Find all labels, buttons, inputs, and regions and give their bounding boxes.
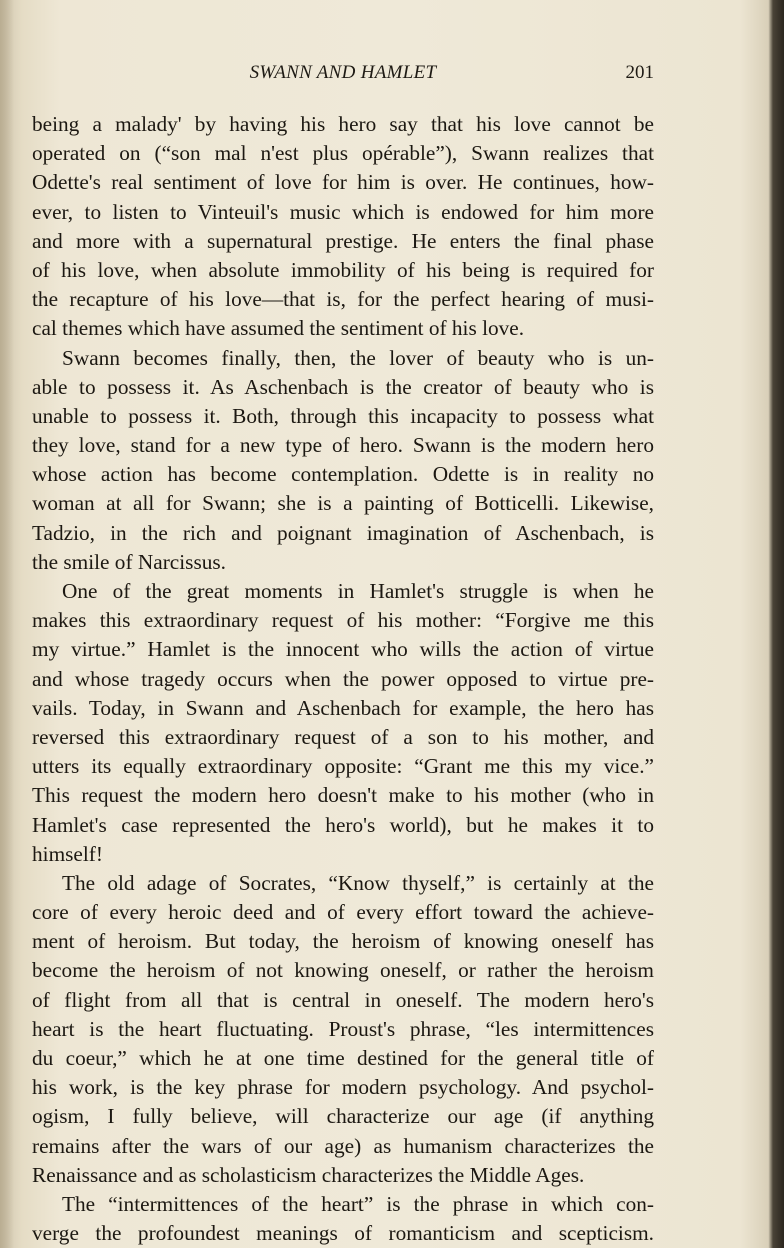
page-number: 201	[625, 62, 654, 83]
text-line: Renaissance and as scholasticism characterizes the Middle Ages.	[32, 1162, 585, 1187]
text-line: vails. Today, in Swann and Aschenbach for example, the hero has	[32, 695, 654, 720]
text-line: utters its equally extraordinary opposite: “Grant me this my vice.”	[32, 754, 654, 779]
text-line: whose action has become contemplation. Odette is in reality no	[32, 462, 654, 487]
text-line: of flight from all that is central in oneself. The modern hero's	[32, 987, 654, 1012]
text-line: operated on (“son mal n'est plus opérable”), Swann realizes that	[32, 141, 654, 166]
body-text	[32, 110, 654, 1248]
text-line: du coeur,” which he at one time destined for the general title of	[32, 1046, 654, 1070]
text-line: being a malady' by having his hero say that his love cannot be	[32, 112, 654, 136]
text-line: One of the great moments in Hamlet's struggle is when he	[62, 579, 654, 603]
text-line: Odette's real sentiment of love for him is over. He continues, how-	[32, 170, 654, 195]
text-line: woman at all for Swann; she is a painting of Botticelli. Likewise,	[32, 491, 654, 516]
text-line: verge the profoundest meanings of romanticism and scepticism.	[32, 1221, 654, 1246]
text-line: able to possess it. As Aschenbach is the creator of beauty who is	[32, 374, 654, 399]
text-line: The “intermittences of the heart” is the phrase in which con-	[62, 1191, 654, 1216]
text-line: of his love, when absolute immobility of his being is required for	[32, 257, 654, 282]
text-line: ever, to listen to Vinteuil's music which is endowed for him more	[32, 199, 654, 224]
text-line: my virtue.” Hamlet is the innocent who wills the action of virtue	[32, 637, 654, 662]
text-line: The old adage of Socrates, “Know thyself,” is certainly at the	[62, 870, 654, 895]
text-line: makes this extraordinary request of his mother: “Forgive me this	[32, 608, 654, 633]
text-line: the recapture of his love—that is, for the perfect hearing of musi-	[32, 287, 654, 312]
text-line: they love, stand for a new type of hero. Swann is the modern hero	[32, 433, 654, 458]
text-line: ment of heroism. But today, the heroism of knowing oneself has	[32, 929, 654, 954]
text-line: Tadzio, in the rich and poignant imagination of Aschenbach, is	[32, 520, 654, 545]
running-head-title: SWANN AND HAMLET	[249, 62, 437, 83]
text-line: and whose tragedy occurs when the power opposed to virtue pre-	[32, 666, 654, 691]
text-line: remains after the wars of our age) as humanism characterizes the	[32, 1133, 654, 1158]
running-head	[30, 62, 656, 90]
text-line: heart is the heart fluctuating. Proust's phrase, “les intermittences	[32, 1016, 654, 1041]
page-edge-shadow	[768, 0, 784, 1248]
text-line: Swann becomes finally, then, the lover of beauty who is un-	[62, 345, 654, 370]
text-line: the smile of Narcissus.	[32, 549, 227, 574]
text-line: become the heroism of not knowing oneself, or rather the heroism	[32, 958, 654, 983]
text-line: and more with a supernatural prestige. He enters the final phase	[32, 228, 654, 253]
text-line: Hamlet's case represented the hero's world), but he makes it to	[32, 812, 654, 837]
page-gutter-shadow	[0, 0, 14, 1248]
text-line: core of every heroic deed and of every effort toward the achieve-	[32, 900, 654, 925]
text-line: his work, is the key phrase for modern psychology. And psychol-	[32, 1075, 654, 1100]
text-line: ogism, I fully believe, will characterize our age (if anything	[32, 1104, 654, 1129]
text-line: cal themes which have assumed the sentiment of his love.	[32, 316, 525, 341]
text-line: himself!	[32, 841, 103, 866]
text-line: This request the modern hero doesn't make to his mother (who in	[32, 783, 654, 808]
text-line: unable to possess it. Both, through this incapacity to possess what	[32, 403, 654, 428]
text-line: reversed this extraordinary request of a son to his mother, and	[32, 724, 654, 749]
